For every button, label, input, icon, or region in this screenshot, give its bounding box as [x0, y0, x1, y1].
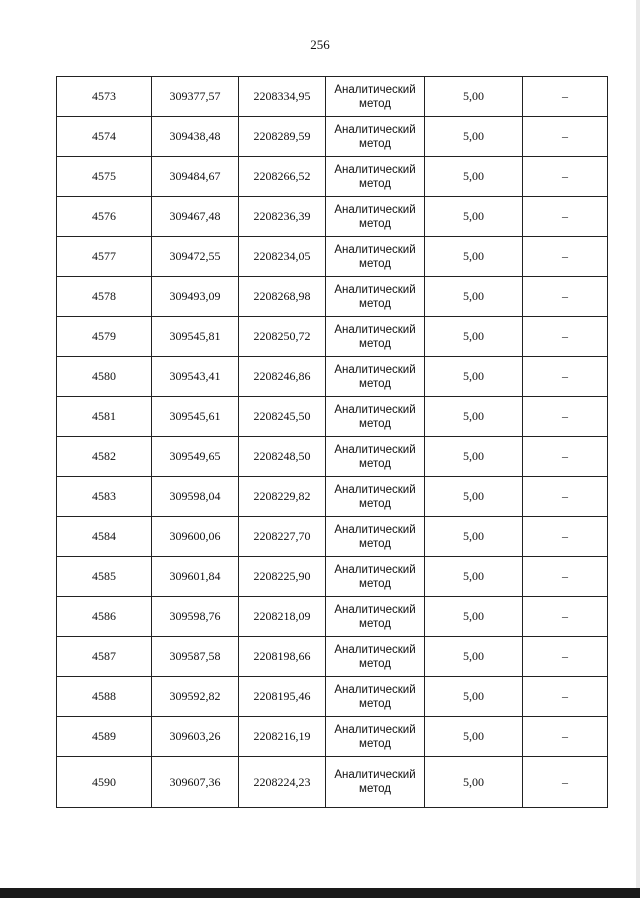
table-row	[57, 597, 608, 637]
note-cell: –	[523, 677, 608, 717]
table-row	[57, 317, 608, 357]
y-coordinate-cell: 2208246,86	[239, 357, 326, 397]
method-text: Аналитический метод	[334, 563, 416, 590]
point-number-cell: 4580	[57, 357, 152, 397]
accuracy-cell: 5,00	[425, 117, 523, 157]
table-row	[57, 757, 608, 808]
note-cell: –	[523, 397, 608, 437]
accuracy-cell: 5,00	[425, 437, 523, 477]
method-cell	[326, 517, 425, 557]
table-row	[57, 437, 608, 477]
table-row	[57, 357, 608, 397]
method-cell	[326, 317, 425, 357]
note-cell: –	[523, 517, 608, 557]
method-cell	[326, 397, 425, 437]
method-cell	[326, 197, 425, 237]
method-text: Аналитический метод	[334, 83, 416, 110]
accuracy-cell: 5,00	[425, 397, 523, 437]
x-coordinate-cell: 309601,84	[152, 557, 239, 597]
method-cell	[326, 357, 425, 397]
method-text: Аналитический метод	[334, 323, 416, 350]
note-cell: –	[523, 197, 608, 237]
point-number-cell: 4573	[57, 77, 152, 117]
method-cell	[326, 157, 425, 197]
method-cell	[326, 237, 425, 277]
table-row	[57, 77, 608, 117]
method-text: Аналитический метод	[334, 363, 416, 390]
method-text: Аналитический метод	[334, 123, 416, 150]
point-number-cell: 4587	[57, 637, 152, 677]
method-cell	[326, 557, 425, 597]
method-cell	[326, 117, 425, 157]
point-number-cell: 4584	[57, 517, 152, 557]
x-coordinate-cell: 309438,48	[152, 117, 239, 157]
accuracy-cell: 5,00	[425, 637, 523, 677]
page-edge-shadow	[636, 0, 640, 898]
method-cell	[326, 677, 425, 717]
y-coordinate-cell: 2208227,70	[239, 517, 326, 557]
note-cell: –	[523, 477, 608, 517]
point-number-cell: 4575	[57, 157, 152, 197]
point-number-cell: 4588	[57, 677, 152, 717]
scan-bottom-border	[0, 888, 640, 898]
x-coordinate-cell: 309600,06	[152, 517, 239, 557]
y-coordinate-cell: 2208334,95	[239, 77, 326, 117]
method-text: Аналитический метод	[334, 203, 416, 230]
y-coordinate-cell: 2208234,05	[239, 237, 326, 277]
x-coordinate-cell: 309592,82	[152, 677, 239, 717]
accuracy-cell: 5,00	[425, 357, 523, 397]
point-number-cell: 4574	[57, 117, 152, 157]
y-coordinate-cell: 2208248,50	[239, 437, 326, 477]
note-cell: –	[523, 157, 608, 197]
point-number-cell: 4582	[57, 437, 152, 477]
y-coordinate-cell: 2208195,46	[239, 677, 326, 717]
method-cell	[326, 437, 425, 477]
note-cell: –	[523, 757, 608, 808]
accuracy-cell: 5,00	[425, 557, 523, 597]
method-cell	[326, 77, 425, 117]
x-coordinate-cell: 309549,65	[152, 437, 239, 477]
y-coordinate-cell: 2208289,59	[239, 117, 326, 157]
x-coordinate-cell: 309598,04	[152, 477, 239, 517]
method-text: Аналитический метод	[334, 483, 416, 510]
y-coordinate-cell: 2208245,50	[239, 397, 326, 437]
accuracy-cell: 5,00	[425, 717, 523, 757]
y-coordinate-cell: 2208225,90	[239, 557, 326, 597]
method-text: Аналитический метод	[334, 523, 416, 550]
table-row	[57, 277, 608, 317]
y-coordinate-cell: 2208236,39	[239, 197, 326, 237]
y-coordinate-cell: 2208216,19	[239, 717, 326, 757]
method-cell	[326, 477, 425, 517]
method-text: Аналитический метод	[334, 683, 416, 710]
point-number-cell: 4589	[57, 717, 152, 757]
x-coordinate-cell: 309587,58	[152, 637, 239, 677]
point-number-cell: 4590	[57, 757, 152, 808]
method-text: Аналитический метод	[334, 769, 416, 795]
note-cell: –	[523, 437, 608, 477]
method-cell	[326, 757, 425, 808]
x-coordinate-cell: 309598,76	[152, 597, 239, 637]
y-coordinate-cell: 2208250,72	[239, 317, 326, 357]
table-row	[57, 477, 608, 517]
x-coordinate-cell: 309472,55	[152, 237, 239, 277]
coordinates-table-body	[57, 77, 608, 808]
x-coordinate-cell: 309603,26	[152, 717, 239, 757]
note-cell: –	[523, 117, 608, 157]
y-coordinate-cell: 2208229,82	[239, 477, 326, 517]
method-text: Аналитический метод	[334, 243, 416, 270]
accuracy-cell: 5,00	[425, 517, 523, 557]
x-coordinate-cell: 309545,61	[152, 397, 239, 437]
table-row	[57, 517, 608, 557]
table-row	[57, 397, 608, 437]
y-coordinate-cell: 2208268,98	[239, 277, 326, 317]
note-cell: –	[523, 597, 608, 637]
accuracy-cell: 5,00	[425, 277, 523, 317]
x-coordinate-cell: 309377,57	[152, 77, 239, 117]
page-number: 256	[310, 37, 330, 52]
accuracy-cell: 5,00	[425, 317, 523, 357]
note-cell: –	[523, 357, 608, 397]
accuracy-cell: 5,00	[425, 237, 523, 277]
point-number-cell: 4577	[57, 237, 152, 277]
note-cell: –	[523, 277, 608, 317]
accuracy-cell: 5,00	[425, 197, 523, 237]
method-text: Аналитический метод	[334, 283, 416, 310]
note-cell: –	[523, 237, 608, 277]
note-cell: –	[523, 717, 608, 757]
coordinates-table	[56, 76, 608, 808]
table-row	[57, 117, 608, 157]
y-coordinate-cell: 2208198,66	[239, 637, 326, 677]
point-number-cell: 4583	[57, 477, 152, 517]
accuracy-cell: 5,00	[425, 477, 523, 517]
y-coordinate-cell: 2208266,52	[239, 157, 326, 197]
method-text: Аналитический метод	[334, 163, 416, 190]
method-cell	[326, 717, 425, 757]
method-text: Аналитический метод	[334, 723, 416, 750]
note-cell: –	[523, 637, 608, 677]
x-coordinate-cell: 309543,41	[152, 357, 239, 397]
table-row	[57, 237, 608, 277]
note-cell: –	[523, 557, 608, 597]
method-text: Аналитический метод	[334, 403, 416, 430]
x-coordinate-cell: 309493,09	[152, 277, 239, 317]
method-cell	[326, 277, 425, 317]
table-row	[57, 637, 608, 677]
point-number-cell: 4579	[57, 317, 152, 357]
accuracy-cell: 5,00	[425, 757, 523, 808]
x-coordinate-cell: 309607,36	[152, 757, 239, 808]
note-cell: –	[523, 77, 608, 117]
table-row	[57, 157, 608, 197]
y-coordinate-cell: 2208224,23	[239, 757, 326, 808]
point-number-cell: 4586	[57, 597, 152, 637]
note-cell: –	[523, 317, 608, 357]
method-text: Аналитический метод	[334, 603, 416, 630]
point-number-cell: 4578	[57, 277, 152, 317]
accuracy-cell: 5,00	[425, 77, 523, 117]
y-coordinate-cell: 2208218,09	[239, 597, 326, 637]
point-number-cell: 4581	[57, 397, 152, 437]
method-cell	[326, 637, 425, 677]
table-row	[57, 557, 608, 597]
accuracy-cell: 5,00	[425, 597, 523, 637]
table-row	[57, 677, 608, 717]
method-text: Аналитический метод	[334, 643, 416, 670]
accuracy-cell: 5,00	[425, 157, 523, 197]
method-text: Аналитический метод	[334, 443, 416, 470]
table-row	[57, 717, 608, 757]
x-coordinate-cell: 309484,67	[152, 157, 239, 197]
accuracy-cell: 5,00	[425, 677, 523, 717]
point-number-cell: 4585	[57, 557, 152, 597]
method-cell	[326, 597, 425, 637]
x-coordinate-cell: 309467,48	[152, 197, 239, 237]
x-coordinate-cell: 309545,81	[152, 317, 239, 357]
point-number-cell: 4576	[57, 197, 152, 237]
table-row	[57, 197, 608, 237]
